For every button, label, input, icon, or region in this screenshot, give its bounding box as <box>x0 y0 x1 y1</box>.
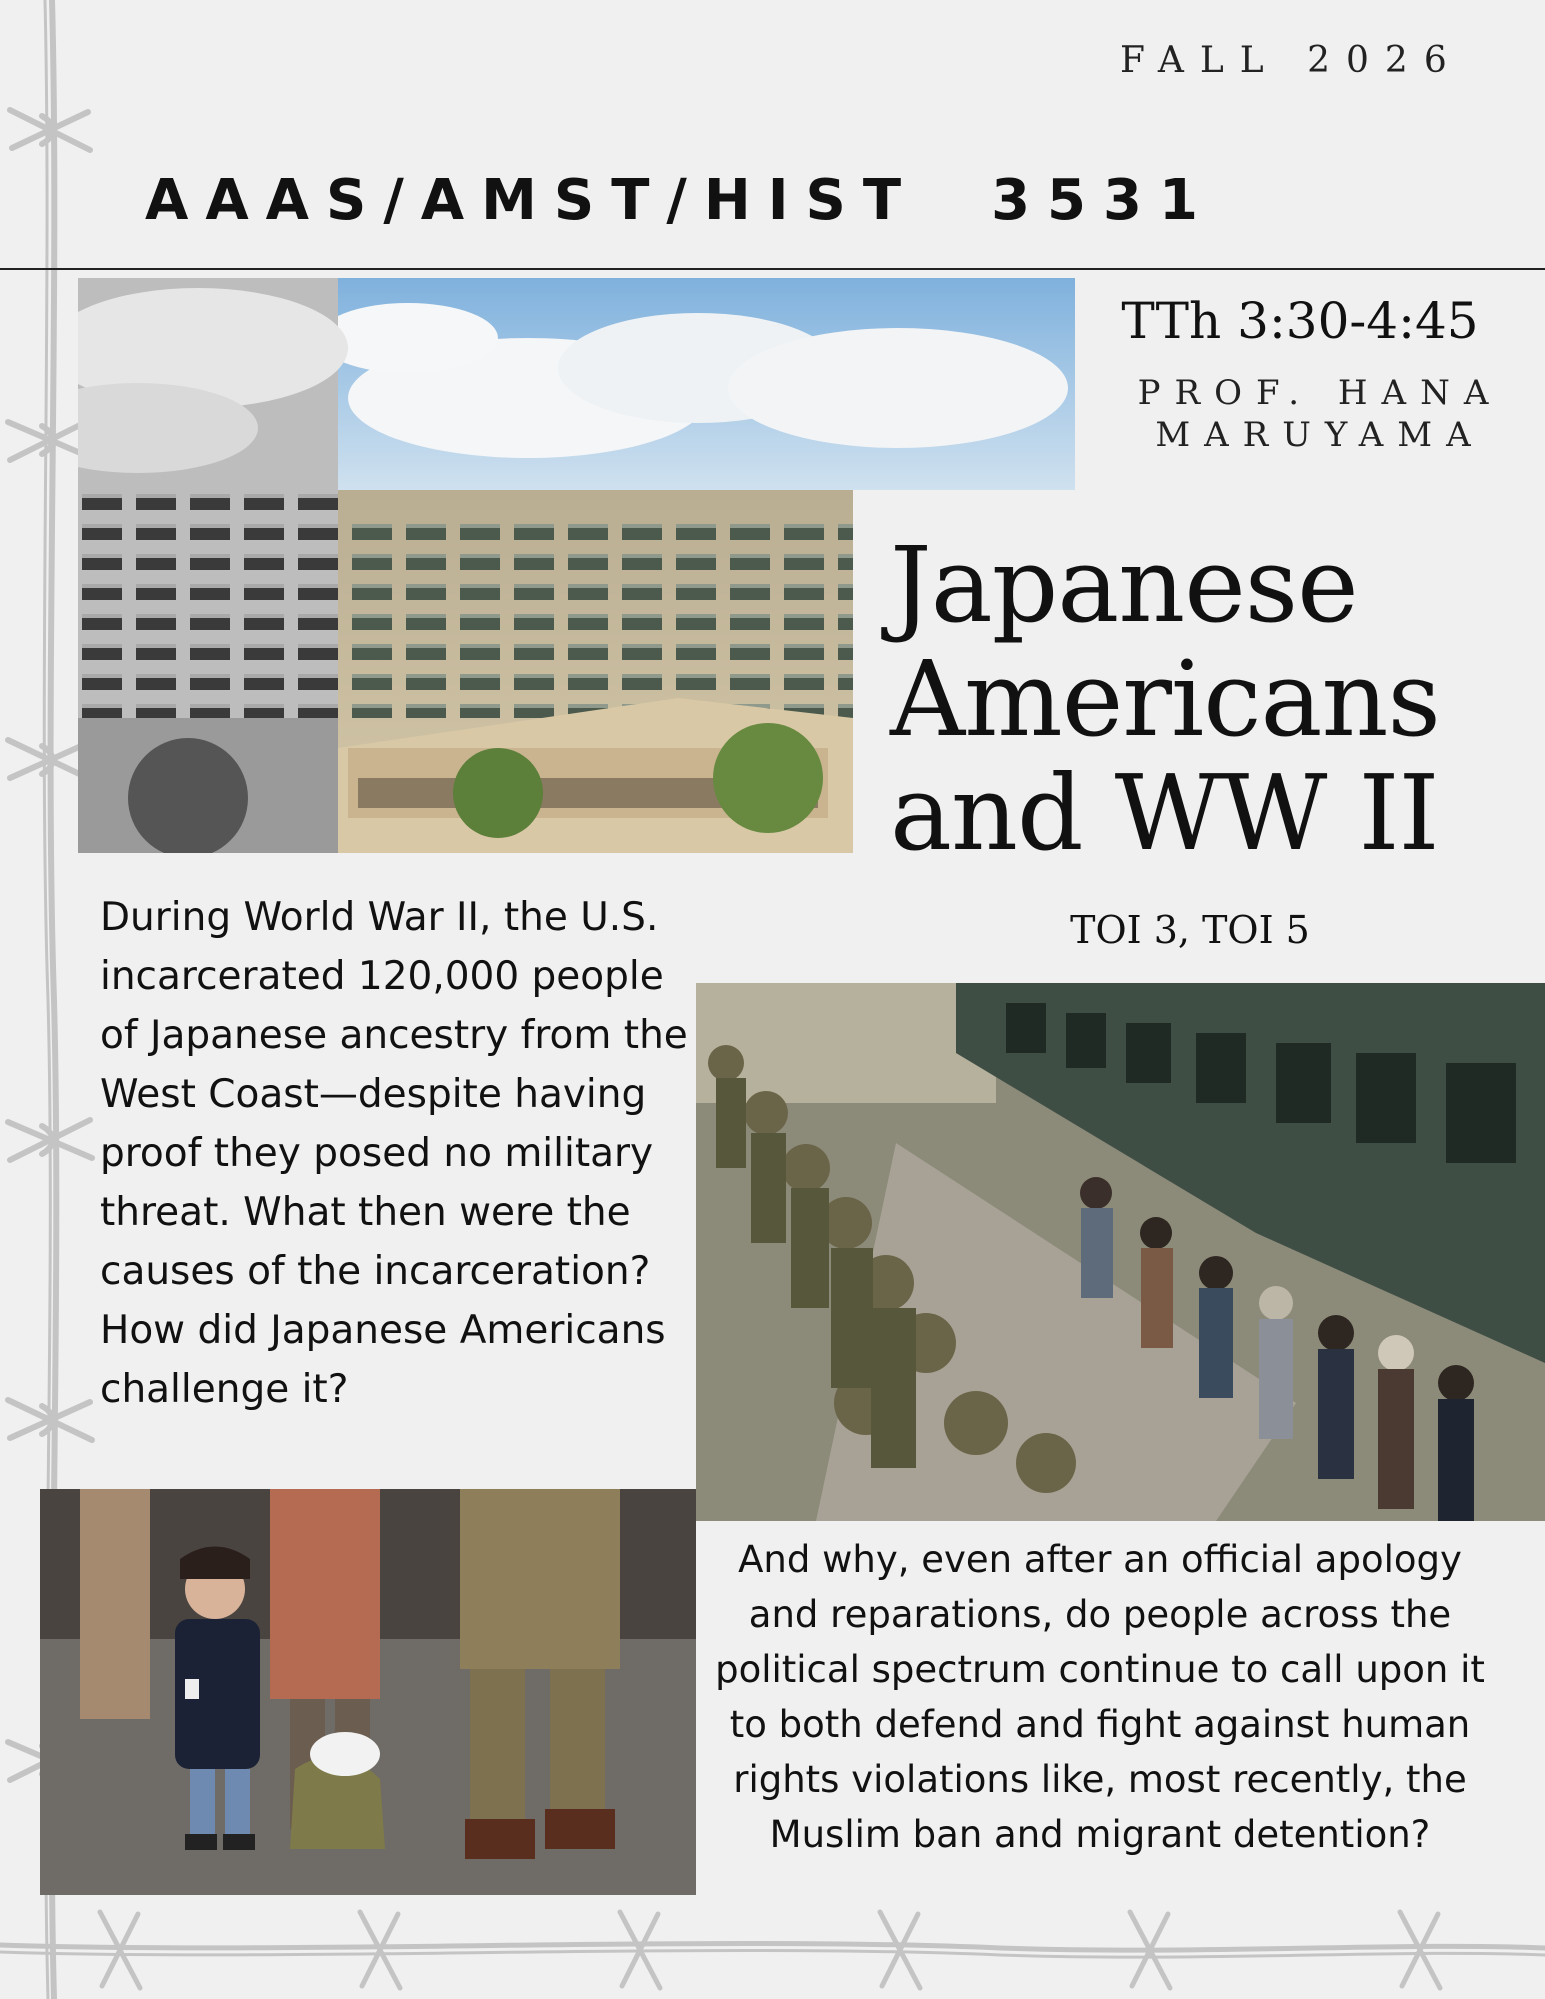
header-divider <box>0 268 1545 270</box>
course-title-line3: and WW II <box>890 752 1439 874</box>
course-description-left: During World War II, the U.S. incarcerated 120,000 people of Japanese ancestry from the West Coast—despite having proof they posed no military threat. What then were the causes of the incarceration? How did Japanese Americans challenge it? <box>100 895 688 1412</box>
professor-name-line1: PROF. HANA <box>1137 373 1503 413</box>
course-description-right: And why, even after an official apology and reparations, do people across the political spectrum continue to call upon it to both defend and fight against human rights violations like, most recently, the Muslim ban and migrant detention? <box>715 1538 1485 1856</box>
course-title-line1: Japanese <box>890 524 1358 646</box>
course-code: AAAS/AMST/HIST 3531 <box>145 168 1215 233</box>
topics-label: TOI 3, TOI 5 <box>1070 908 1310 952</box>
professor-name <box>1110 372 1530 456</box>
course-title <box>890 524 1510 874</box>
barbed-wire-bottom-decoration <box>0 1900 1545 1999</box>
class-schedule: TTh 3:30-4:45 <box>1121 292 1479 350</box>
child-with-luggage-photo <box>40 1489 696 1895</box>
professor-name-line2: MARUYAMA <box>1155 415 1485 455</box>
train-station-soldiers-photo <box>696 983 1545 1521</box>
course-title-line2: Americans <box>890 638 1440 760</box>
semester-label: FALL 2026 <box>1120 40 1463 81</box>
